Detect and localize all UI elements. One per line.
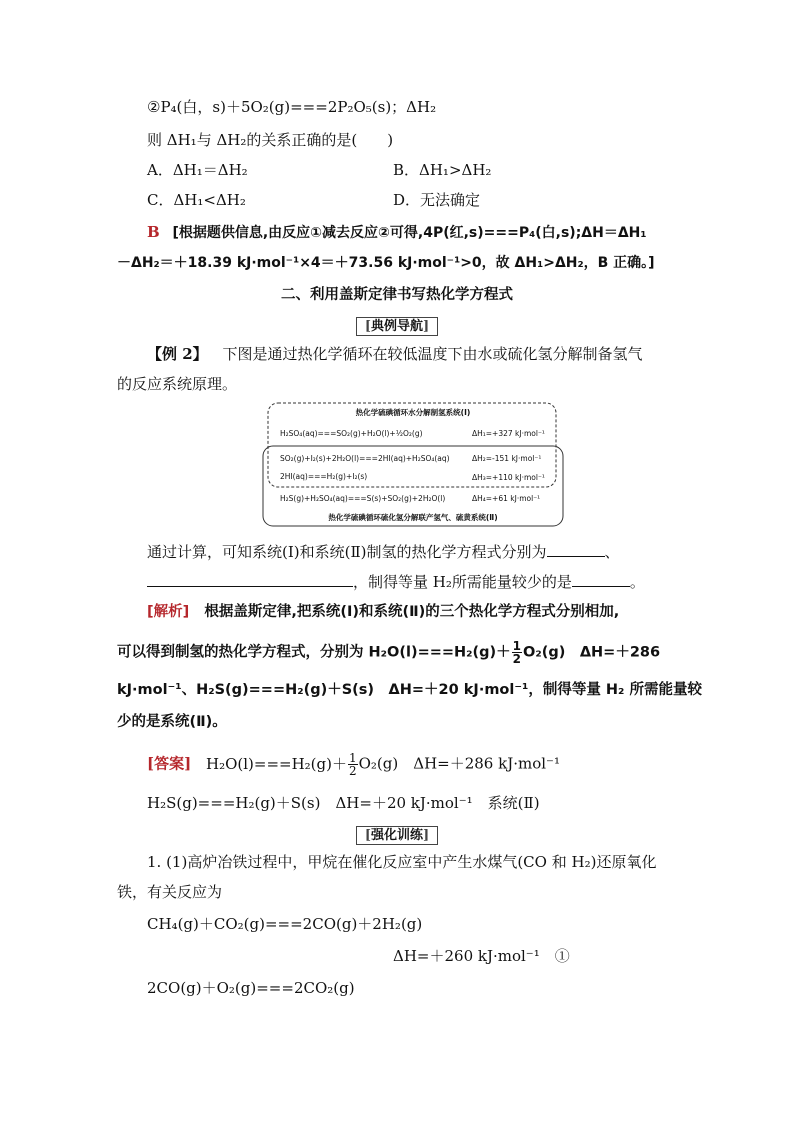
label-example-guide: [典例导航] [0,316,794,336]
diagram-enthalpy-1: ΔH₁=+327 kJ·mol⁻¹ [472,429,545,438]
exercise-line-1: 1. (1)高炉冶铁过程中，甲烷在催化反应室中产生水煤气(CO 和 H₂)还原氧化 [147,853,657,871]
exercise-equation-1: CH₄(g)＋CO₂(g)===2CO(g)＋2H₂(g) [147,915,423,933]
diagram-enthalpy-3: ΔH₃=+110 kJ·mol⁻¹ [472,473,545,482]
label-reinforcement: [强化训练] [0,825,794,845]
example-line-1: 【例 2】 下图是通过热化学循环在较低温度下由水或硫化氢分解制备氢气 [147,345,643,363]
answer-letter: B [147,223,160,241]
question-stem: 则 ΔH₁与 ΔH₂的关系正确的是( ) [147,131,394,149]
blank-1[interactable] [547,540,605,557]
exercise-equation-2: 2CO(g)＋O₂(g)===2CO₂(g) [147,979,355,997]
section-title: 二、利用盖斯定律书写热化学方程式 [281,287,513,303]
answer-explanation-1: [根据题供信息,由反应①减去反应②可得,4P(红,s)===P₄(白,s);ΔH＝ΔH₁ [172,225,647,241]
thermochemical-cycle-diagram [262,402,564,528]
answer-2-line-2: H₂S(g)===H₂(g)＋S(s) ΔH=＋20 kJ·mol⁻¹ 系统(Ⅱ) [147,794,540,812]
analysis-line-3: kJ·mol⁻¹、H₂S(g)===H₂(g)＋S(s) ΔH=＋20 kJ·mol⁻¹，制得等量 H₂ 所需能量较 [117,682,702,698]
exercise-enthalpy-1: ΔH=＋260 kJ·mol⁻¹ ① [393,947,570,965]
analysis-line-4: 少的是系统(Ⅱ)。 [117,714,227,730]
option-b: B．ΔH₁>ΔH₂ [393,161,492,179]
diagram-frames [262,402,564,528]
diagram-reaction-3: 2HI(aq)===H₂(g)+I₂(s) [280,472,368,481]
diagram-title-system-1: 热化学硫碘循环水分解制氢系统(Ⅰ) [355,408,471,417]
diagram-reaction-1: H₂SO₄(aq)===SO₂(g)+H₂O(l)+½O₂(g) [280,429,423,438]
fill-line-2: ，制得等量 H₂所需能量较少的是 。 [147,570,645,592]
analysis-line-1: [解析] 根据盖斯定律,把系统(Ⅰ)和系统(Ⅱ)的三个热化学方程式分别相加, [147,604,620,620]
diagram-reaction-2: SO₂(g)+I₂(s)+2H₂O(l)===2HI(aq)+H₂SO₄(aq) [280,454,450,463]
option-a: A．ΔH₁＝ΔH₂ [147,161,248,179]
fraction-half: $\frac{1}{2}$ [512,639,522,666]
fill-line-1: 通过计算，可知系统(Ⅰ)和系统(Ⅱ)制氢的热化学方程式分别为 、 [147,540,620,562]
answer-tag: [答案] [147,754,192,773]
diagram-enthalpy-4: ΔH₄=+61 kJ·mol⁻¹ [472,494,541,503]
option-c: C．ΔH₁<ΔH₂ [147,191,246,209]
diagram-enthalpy-2: ΔH₂=-151 kJ·mol⁻¹ [472,454,542,463]
blank-3[interactable] [572,570,630,587]
answer-2-line-1: [答案] H₂O(l)===H₂(g)＋ $\frac{1}{2}$ O₂(g) ΔH=＋286 kJ·mol⁻¹ [147,751,560,778]
question-equation-2: ②P₄(白，s)＋5O₂(g)===2P₂O₅(s)；ΔH₂ [147,98,437,116]
diagram-title-system-2: 热化学硫碘循环硫化氢分解联产氢气、硫黄系统(Ⅱ) [328,513,498,522]
analysis-line-2: 可以得到制氢的热化学方程式，分别为 H₂O(l)===H₂(g)＋ $\frac{1}{2}$ O₂(g) ΔH=＋286 [117,639,661,666]
fraction-half-answer: $\frac{1}{2}$ [348,751,357,778]
example-tag: 【例 2】 [147,345,208,363]
answer-1-line-1 [147,222,647,243]
option-d: D．无法确定 [393,191,481,209]
exercise-line-2: 铁，有关反应为 [117,883,223,901]
answer-explanation-2: －ΔH₂＝＋18.39 kJ·mol⁻¹×4＝＋73.56 kJ·mol⁻¹>0，故 ΔH₁>ΔH₂，B 正确。] [117,255,655,271]
example-line-2: 的反应系统原理。 [117,375,238,393]
analysis-tag: [解析] [147,604,190,620]
blank-2[interactable] [147,570,353,587]
diagram-reaction-4: H₂S(g)+H₂SO₄(aq)===S(s)+SO₂(g)+2H₂O(l) [280,494,446,503]
